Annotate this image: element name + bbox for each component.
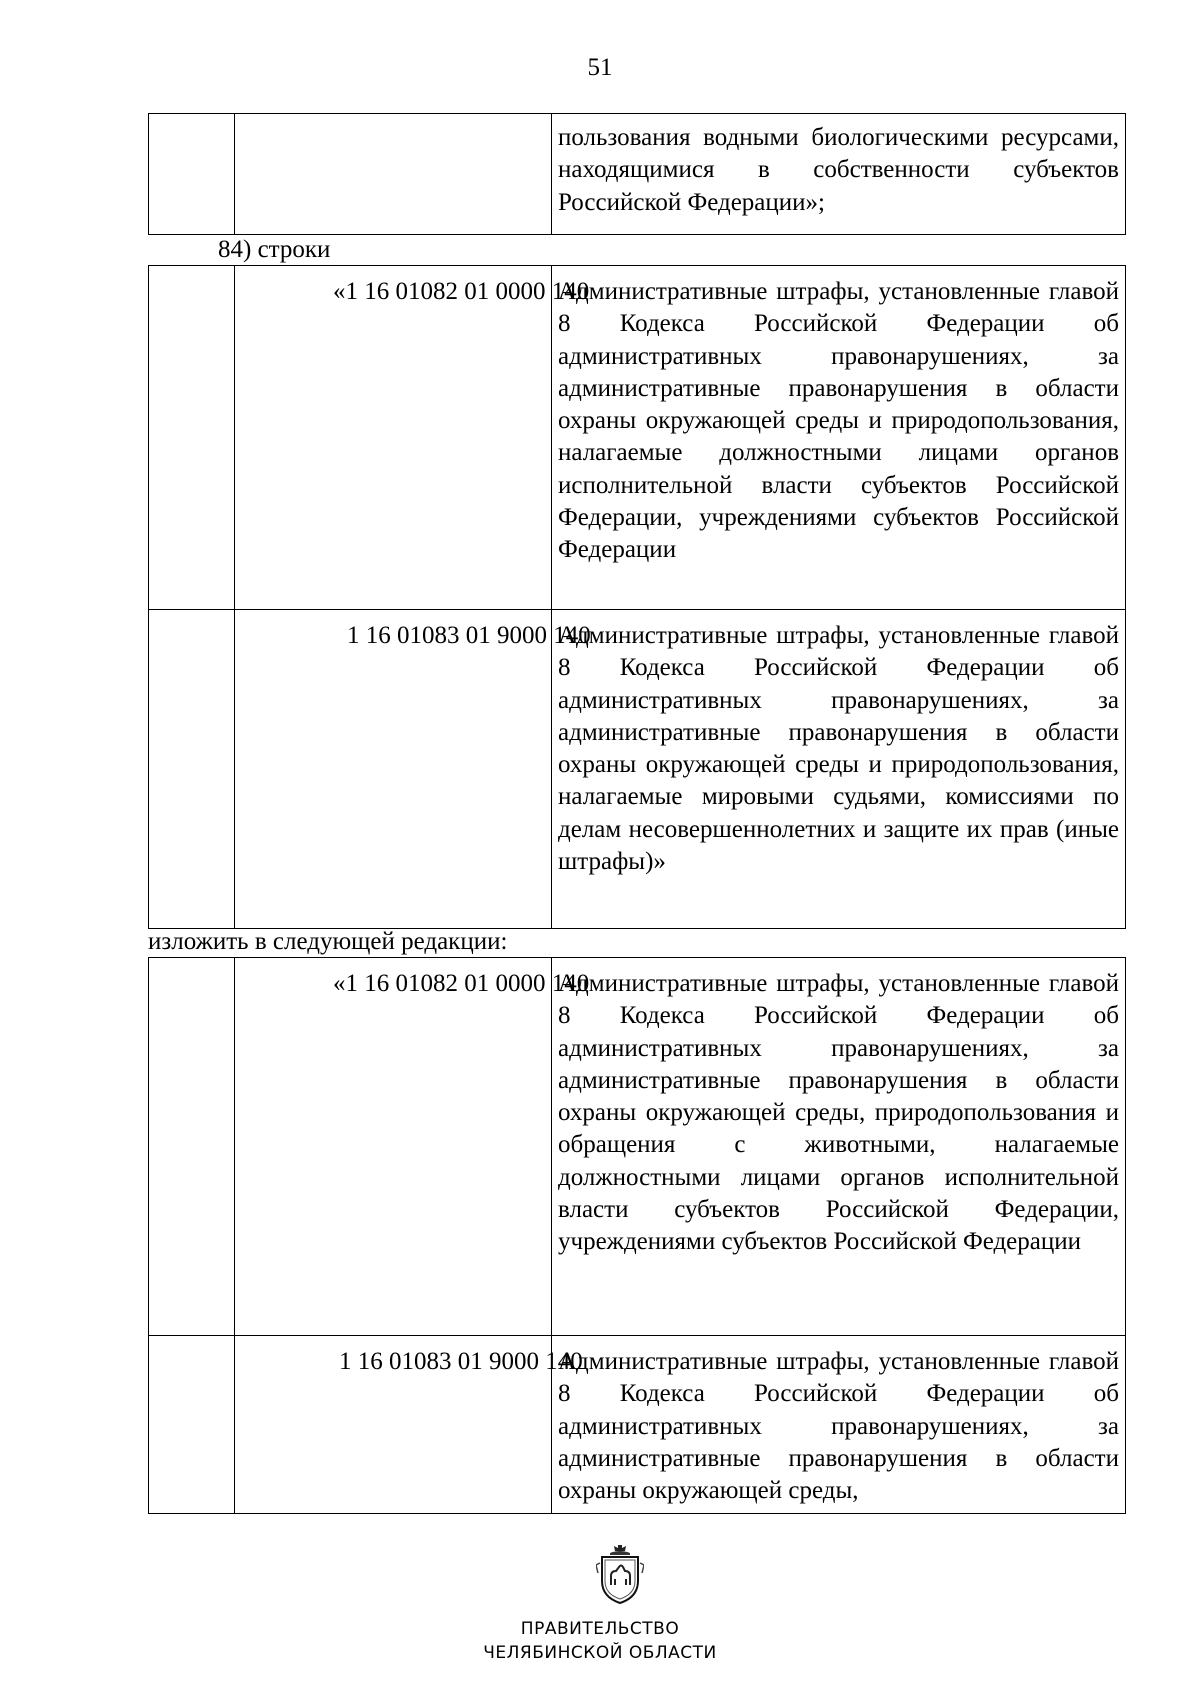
row-description: пользования водными биологическими ресурсами, находящимися в собственности субъектов Российской Федерации»; <box>558 124 1119 216</box>
budget-code: 1 16 01083 01 9000 140 <box>339 1348 583 1375</box>
item-label: 84) строки <box>218 236 331 263</box>
org-name-line-1: ПРАВИТЕЛЬСТВО <box>520 1619 680 1639</box>
row-description: Административные штрафы, установленные главой 8 Кодекса Российской Федерации об административных правонарушениях, за административные правонарушения в области охраны окружающей среды, <box>558 1348 1119 1505</box>
coat-of-arms-icon <box>596 1543 644 1605</box>
old-rows-table <box>148 265 1126 929</box>
table-row <box>149 1336 1126 1514</box>
page-number: 51 <box>587 54 613 81</box>
row-description: Административные штрафы, установленные главой 8 Кодекса Российской Федерации об административных правонарушениях, за административные правонарушения в области охраны окружающей среды, природопользования и обращения с животными, налагаемые должностными лицами органов исполнительной власти субъектов Российской Федерации, учреждениями субъектов Российской Федерации <box>558 970 1119 1256</box>
budget-code: «1 16 01082 01 0000 140 <box>333 970 590 997</box>
row-description: Административные штрафы, установленные главой 8 Кодекса Российской Федерации об административных правонарушениях, за административные правонарушения в области охраны окружающей среды и природопользования, налагаемые должностными лицами органов исполнительной власти субъектов Российской Федерации, учреждениями субъектов Российской Федерации <box>558 278 1119 564</box>
table-row <box>149 114 1126 235</box>
budget-code: 1 16 01083 01 9000 140 <box>347 622 591 649</box>
table-row <box>149 266 1126 610</box>
row-description: Административные штрафы, установленные главой 8 Кодекса Российской Федерации об административных правонарушениях, за административные правонарушения в области охраны окружающей среды и природопользования, налагаемые мировыми судьями, комиссиями по делам несовершеннолетних и защите их прав (иные штрафы)» <box>558 622 1119 876</box>
table-row <box>149 958 1126 1336</box>
table-row <box>149 610 1126 929</box>
org-name-line-2: ЧЕЛЯБИНСКОЙ ОБЛАСТИ <box>483 1643 717 1663</box>
new-rows-table <box>148 957 1126 1514</box>
budget-code: «1 16 01082 01 0000 140 <box>333 278 590 305</box>
continuation-table <box>148 113 1126 235</box>
replace-label: изложить в следующей редакции: <box>148 928 508 955</box>
